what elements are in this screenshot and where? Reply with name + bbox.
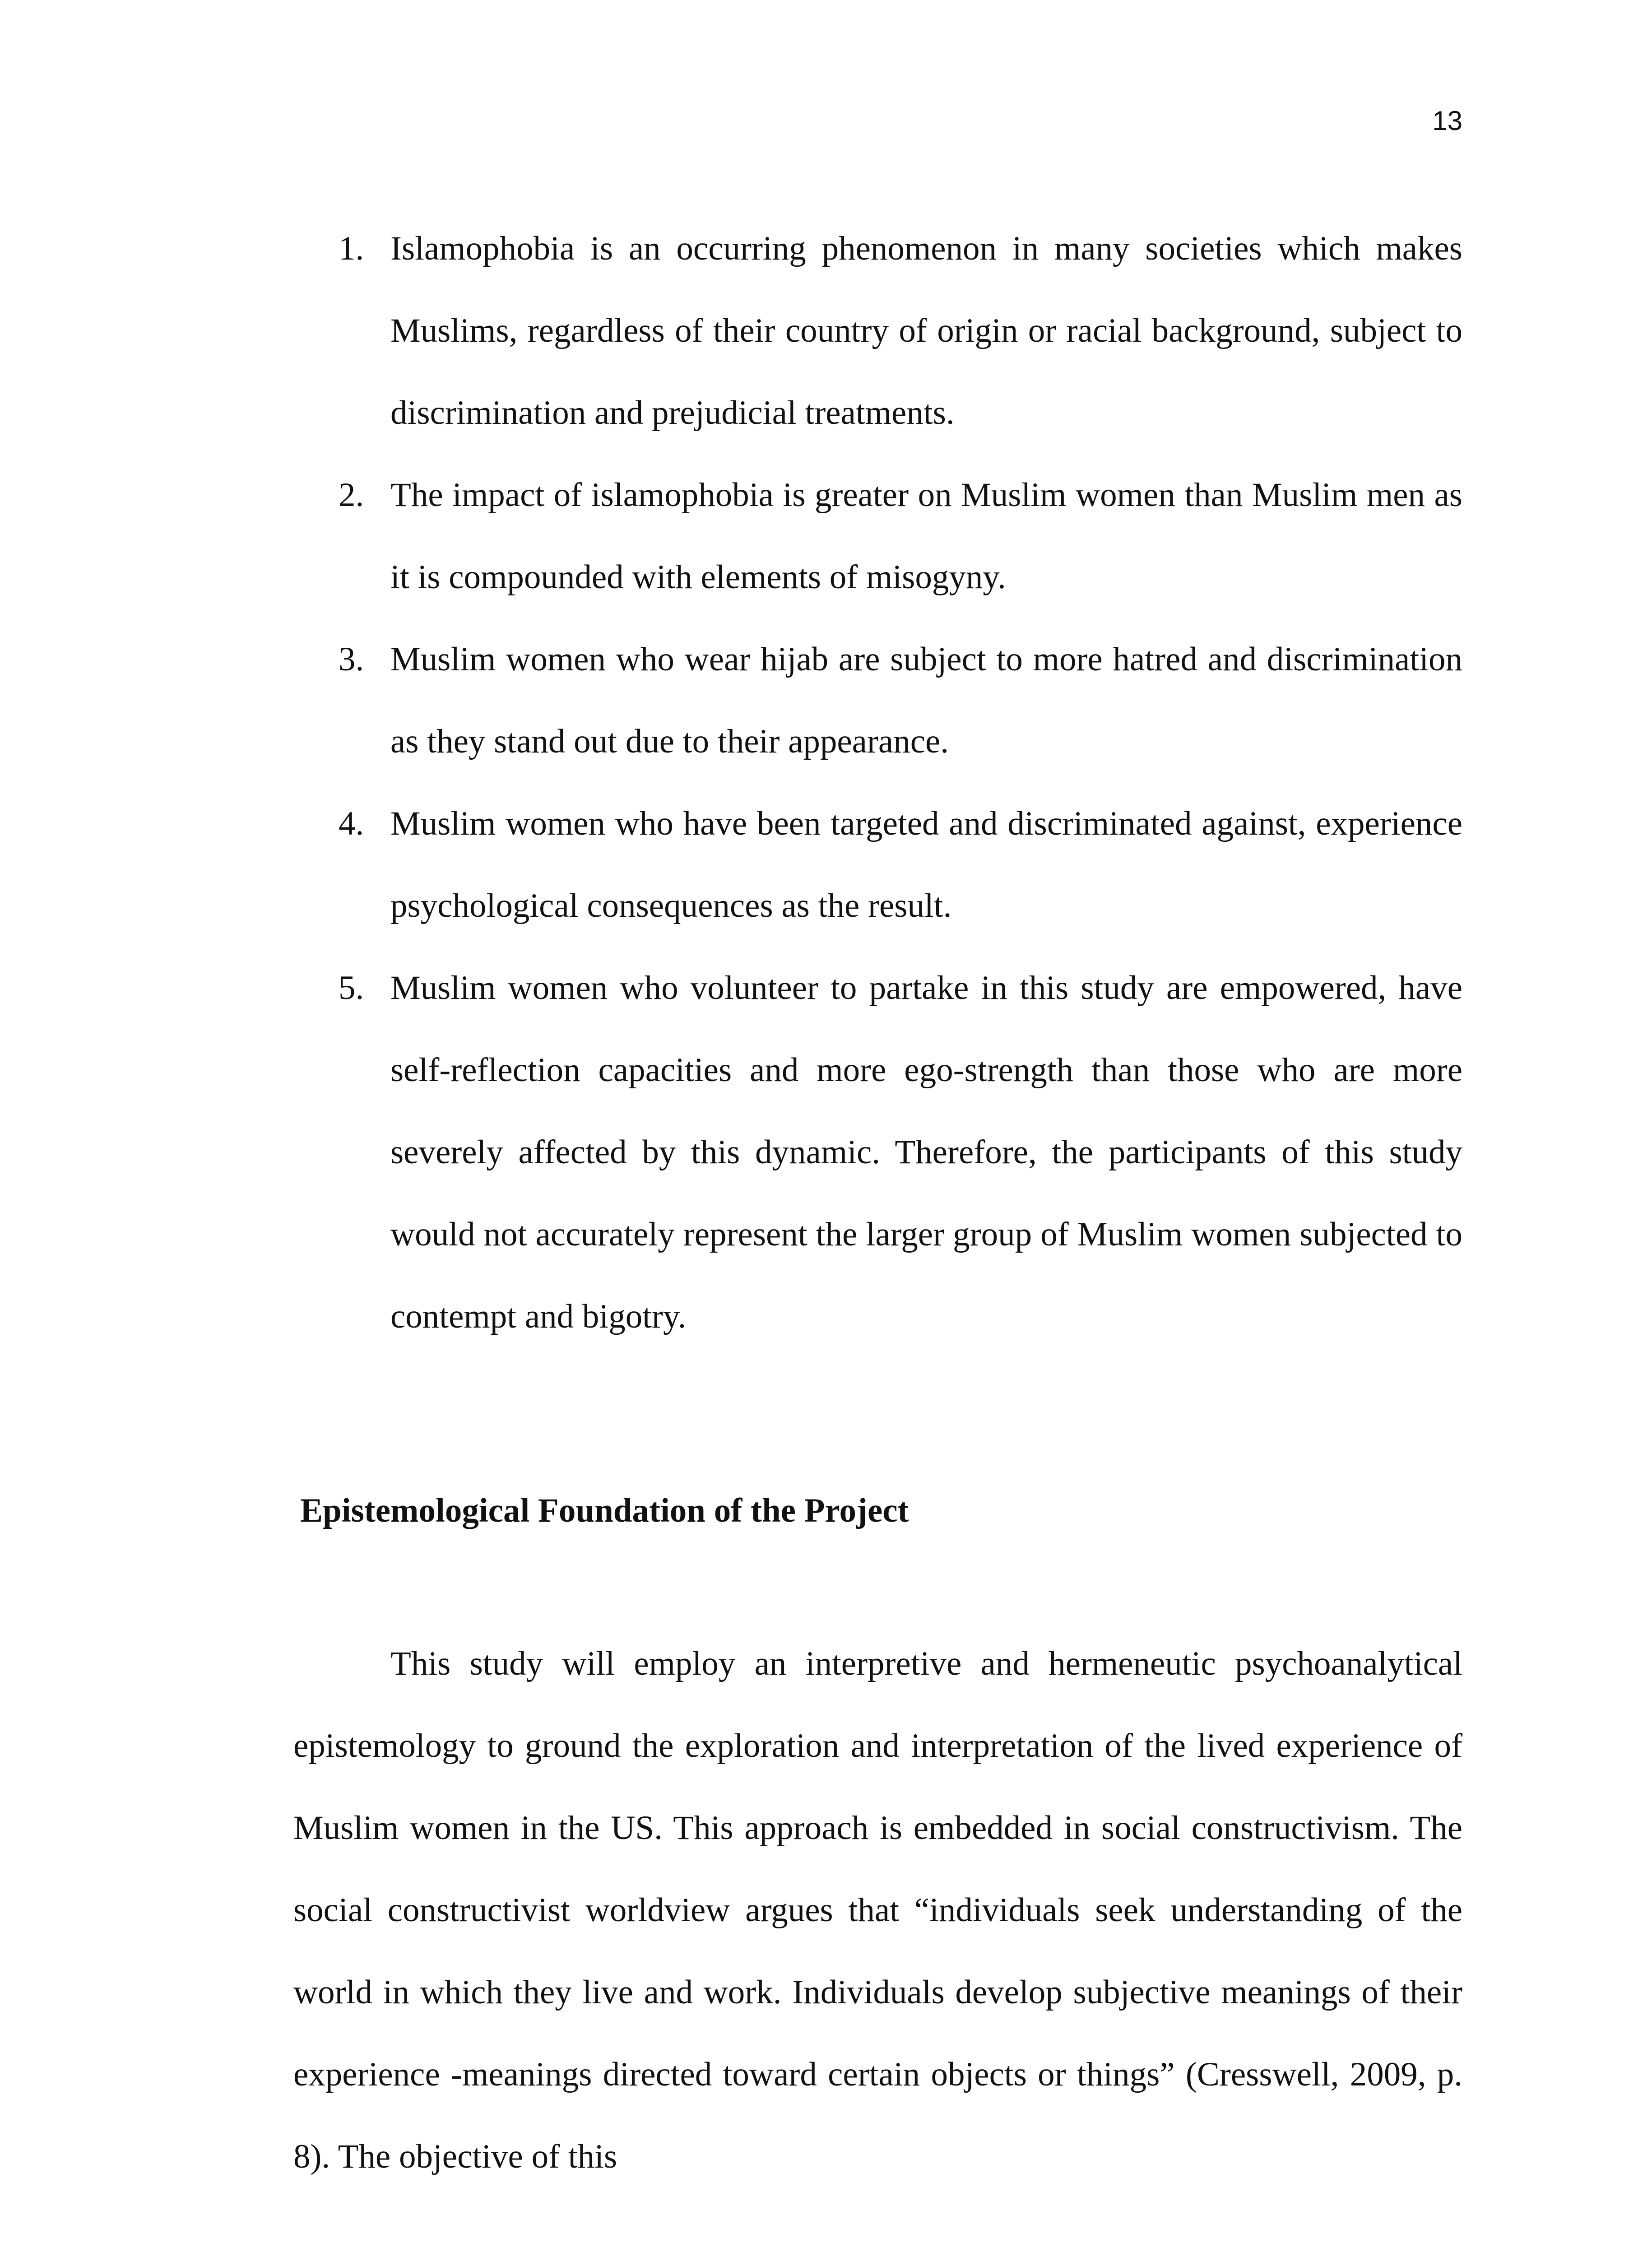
list-item-number: 4. (339, 805, 364, 842)
list-item-text: The impact of islamophobia is greater on Muslim women than Muslim men as it is compounded with elements of misogyny. (390, 476, 1462, 596)
list-item-number: 1. (339, 230, 364, 267)
list-item (298, 783, 1462, 947)
list-item-text: Muslim women who volunteer to partake in this study are empowered, have self-reflection capacities and more ego-strength than those who are more severely affected by this dynamic. Therefore, the participants of this study would not accurately represent the larger group of Muslim women subjected to contempt and bigotry. (390, 969, 1462, 1335)
list-item-number: 2. (339, 476, 364, 514)
list-item-text: Islamophobia is an occurring phenomenon in many societies which makes Muslims, regardless of their country of origin or racial background, subject to discrimination and prejudicial treatments. (390, 230, 1462, 432)
list-item (298, 618, 1462, 783)
section-heading: Epistemological Foundation of the Project (300, 1492, 909, 1529)
page-number: 13 (1432, 106, 1462, 136)
list-item-text: Muslim women who have been targeted and discriminated against, experience psychological consequences as the result. (390, 805, 1462, 924)
assumptions-list (298, 208, 1462, 1358)
list-item (298, 208, 1462, 454)
list-item (298, 947, 1462, 1358)
list-item (298, 454, 1462, 618)
list-item-text: Muslim women who wear hijab are subject to more hatred and discrimination as they stand out due to their appearance. (390, 641, 1462, 760)
list-item-number: 5. (339, 969, 364, 1007)
body-paragraph: This study will employ an interpretive and hermeneutic psychoanalytical epistemology to ground the exploration and interpretation of the lived experience of Muslim women in the US. This approach is embedded in social constructivism. The social constructivist worldview argues that “individuals seek understanding of the world in which they live and work. Individuals develop subjective meanings of their experience -meanings directed toward certain objects or things” (Cresswell, 2009, p. 8). The objective of this (293, 1645, 1462, 2175)
list-item-number: 3. (339, 641, 364, 678)
